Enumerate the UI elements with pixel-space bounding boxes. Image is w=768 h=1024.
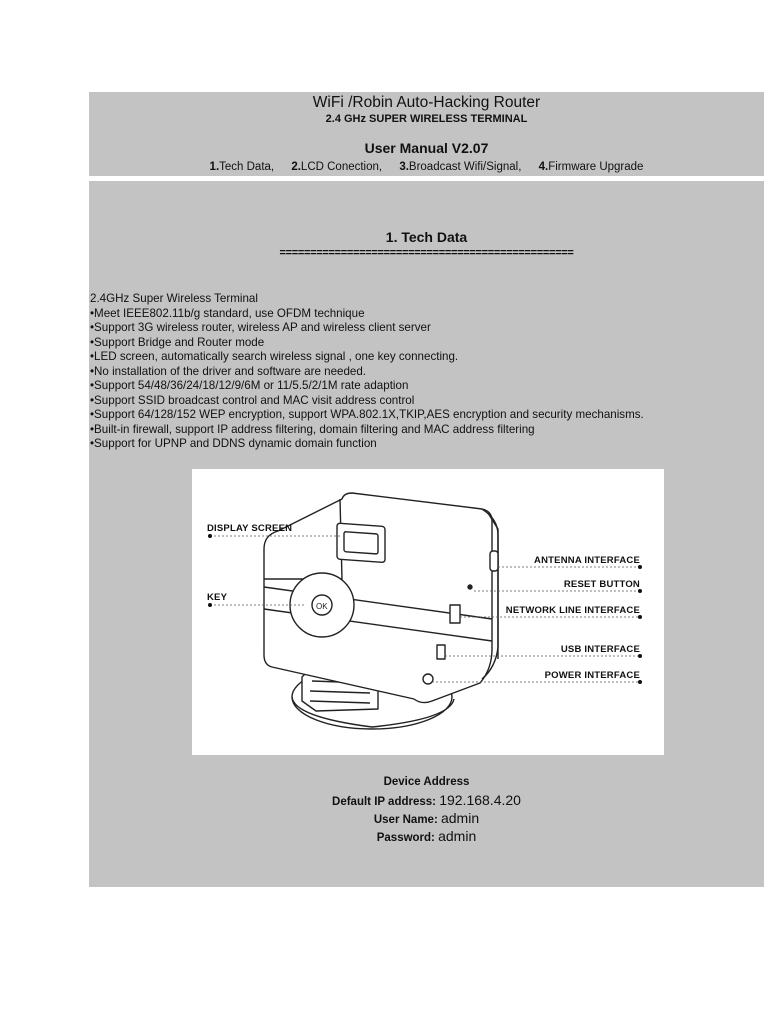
section-title: 1. Tech Data (385, 229, 468, 245)
user-name-label: User Name: (373, 814, 438, 826)
label-power-interface: POWER INTERFACE (544, 670, 640, 681)
power-port (423, 674, 433, 684)
list-item: •Support Bridge and Router mode (90, 335, 265, 349)
list-item: •Support 64/128/152 WEP encryption, support WPA.802.1X,TKIP,AES encryption and security mechanisms. (90, 408, 644, 421)
document-subtitle: 2.4 GHz SUPER WIRELESS TERMINAL (325, 113, 528, 125)
password-row (89, 827, 764, 845)
key-ok-label: OK (316, 602, 328, 611)
user-name-value: admin (440, 810, 480, 826)
toc-item-lcd-connection[interactable]: 2.LCD Conection, (291, 161, 383, 173)
usb-port (437, 645, 445, 659)
user-name-row (89, 809, 764, 827)
feature-list (90, 292, 644, 452)
list-item: 2.4GHz Super Wireless Terminal (90, 292, 258, 305)
list-item: •Support 3G wireless router, wireless AP and wireless client server (90, 321, 431, 334)
list-item: •Meet IEEE802.11b/g standard, use OFDM technique (90, 306, 365, 320)
device-illustration (192, 469, 664, 755)
password-label: Password: (376, 832, 435, 844)
label-network-line-interface: NETWORK LINE INTERFACE (505, 605, 640, 616)
antenna-port (490, 551, 498, 571)
document-title: WiFi /Robin Auto-Hacking Router (312, 94, 541, 111)
label-display-screen: DISPLAY SCREEN (207, 523, 293, 534)
label-antenna-interface: ANTENNA INTERFACE (534, 555, 640, 566)
list-item: •Support 54/48/36/24/18/12/9/6M or 11/5.5/2/1M rate adaption (90, 379, 409, 392)
password-value: admin (438, 828, 477, 844)
default-ip-value: 192.168.4.20 (439, 792, 521, 808)
list-item: •Support SSID broadcast control and MAC visit address control (90, 393, 415, 407)
device-diagram (192, 469, 664, 755)
list-item: •Built-in firewall, support IP address filtering, domain filtering and MAC address filtering (90, 422, 535, 436)
default-ip-label: Default IP address: (332, 796, 436, 808)
table-of-contents (89, 161, 764, 173)
manual-version: User Manual V2.07 (364, 140, 489, 156)
content-panel (89, 181, 764, 887)
list-item: •Support for UPNP and DDNS dynamic domain function (90, 437, 377, 450)
header-panel (89, 92, 764, 176)
network-port (450, 605, 460, 623)
device-address-block (89, 773, 764, 845)
toc-item-firmware-upgrade[interactable]: 4.Firmware Upgrade (538, 161, 644, 173)
label-reset-button: RESET BUTTON (563, 579, 640, 590)
list-item: •No installation of the driver and software are needed. (90, 364, 367, 378)
toc-item-tech-data[interactable]: 1.Tech Data, (209, 161, 275, 173)
toc-item-broadcast[interactable]: 3.Broadcast Wifi/Signal, (399, 161, 522, 173)
label-usb-interface: USB INTERFACE (560, 644, 640, 655)
section-rule: ================================================ (279, 247, 574, 259)
device-address-heading: Device Address (383, 776, 470, 788)
default-ip-row (89, 791, 764, 809)
label-key: KEY (207, 592, 228, 603)
list-item: •LED screen, automatically search wireless signal , one key connecting. (90, 350, 459, 363)
